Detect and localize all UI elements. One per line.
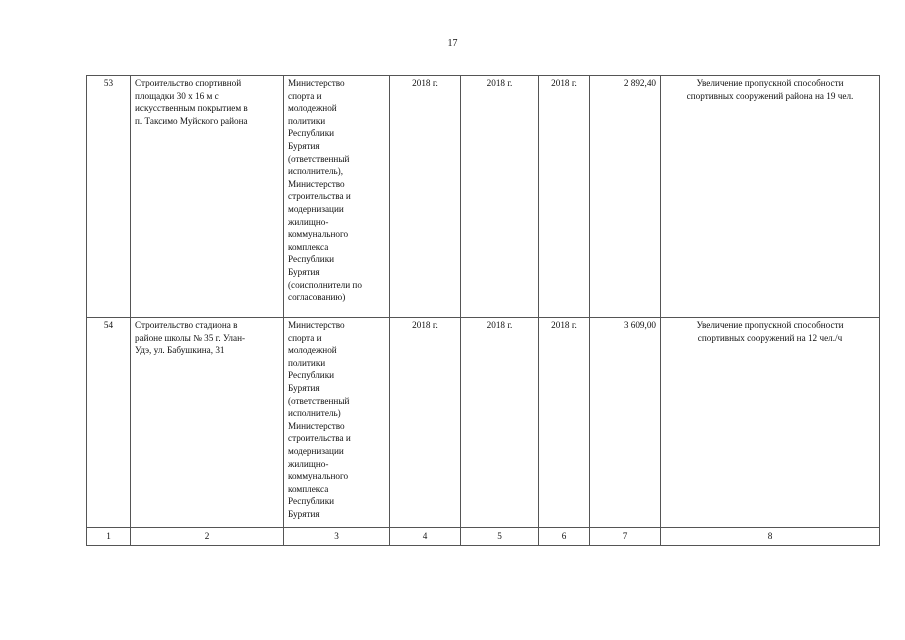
executor-cell: Министерство спорта и молодежной политики Республики Бурятия (ответственный исполнитель), Министерство строительства и модернизации жилищно- коммунального комплекса Республики Бурятия (соисполнители по согласованию) [284, 76, 390, 318]
page-number: 17 [447, 38, 458, 49]
project-name: Строительство спортивной площадки 30 х 16 м с искусственным покрытием в п. Таксимо Муйского района [131, 76, 284, 318]
date-cell: 2018 г. [461, 76, 539, 318]
column-number-row [87, 528, 880, 546]
date-cell: 2018 г. [461, 318, 539, 528]
table-row [87, 76, 880, 318]
column-number: 6 [539, 528, 590, 546]
amount-cell: 3 609,00 [590, 318, 661, 528]
row-number: 53 [87, 76, 131, 318]
executor-cell: Министерство спорта и молодежной политики Республики Бурятия (ответственный исполнитель) Министерство строительства и модернизации жилищно- коммунального комплекса Республики Бурятия [284, 318, 390, 528]
column-number: 1 [87, 528, 131, 546]
column-number: 3 [284, 528, 390, 546]
column-number: 5 [461, 528, 539, 546]
program-table [86, 75, 880, 546]
date-cell: 2018 г. [539, 318, 590, 528]
column-number: 4 [390, 528, 461, 546]
project-name: Строительство стадиона в районе школы № 35 г. Улан- Удэ, ул. Бабушкина, 31 [131, 318, 284, 528]
result-cell: Увеличение пропускной способности спортивных сооружений на 12 чел./ч [661, 318, 880, 528]
column-number: 2 [131, 528, 284, 546]
date-cell: 2018 г. [539, 76, 590, 318]
row-number: 54 [87, 318, 131, 528]
date-cell: 2018 г. [390, 76, 461, 318]
table-row [87, 318, 880, 528]
column-number: 8 [661, 528, 880, 546]
amount-cell: 2 892,40 [590, 76, 661, 318]
result-cell: Увеличение пропускной способности спортивных сооружений района на 19 чел. [661, 76, 880, 318]
column-number: 7 [590, 528, 661, 546]
date-cell: 2018 г. [390, 318, 461, 528]
